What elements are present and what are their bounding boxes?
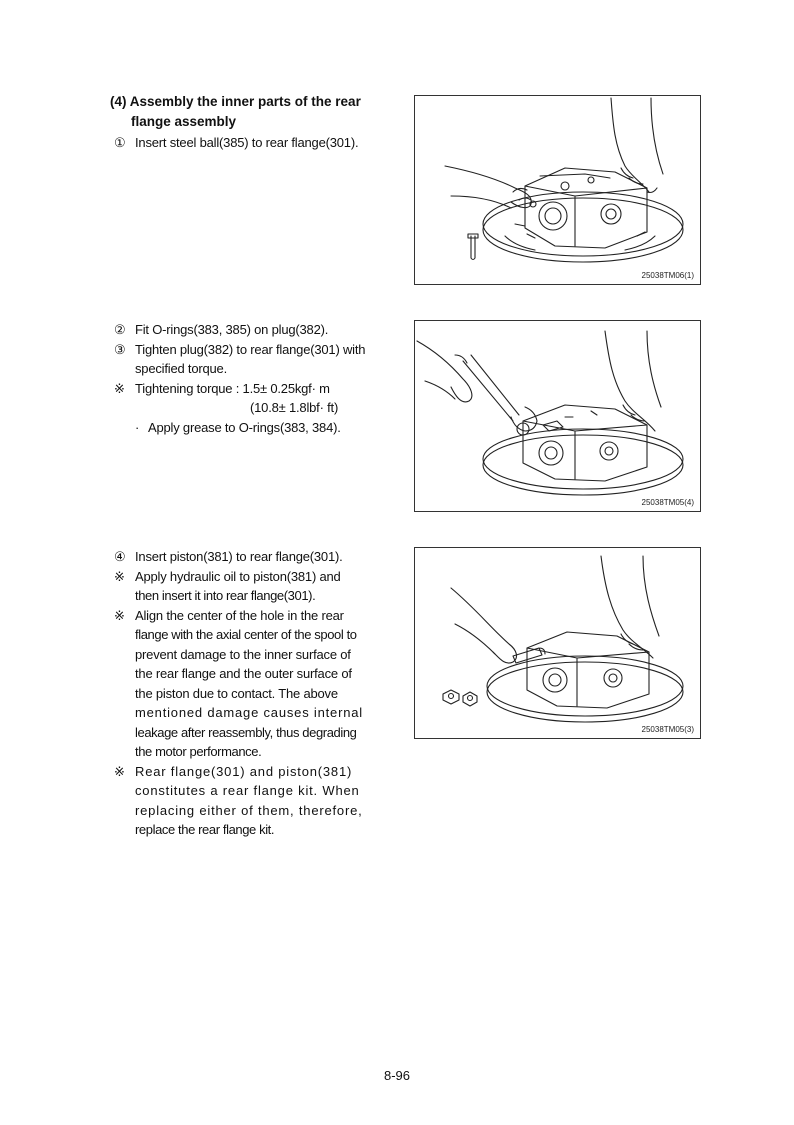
torque-note-marker: ※ [114, 380, 125, 396]
step-1-marker: ① [114, 135, 126, 150]
step-1-text: Insert steel ball(385) to rear flange(301). [135, 135, 359, 150]
step-2-text: Fit O-rings(383, 385) on plug(382). [135, 322, 329, 337]
grease-bullet-marker: · [135, 419, 140, 435]
step-3-line-2: specified torque. [135, 361, 227, 376]
figure-2-illustration [415, 321, 702, 513]
kit-note-line: replace the rear flange kit. [135, 822, 275, 837]
grease-bullet-text: Apply grease to O-rings(383, 384). [148, 419, 341, 435]
step-3-line-1: Tighten plug(382) to rear flange(301) with [135, 341, 366, 357]
step-4-text: Insert piston(381) to rear flange(301). [135, 549, 343, 564]
align-note-marker: ※ [114, 607, 125, 623]
section-heading [110, 92, 361, 132]
step-2-marker: ② [114, 322, 126, 337]
section-heading-line-1: (4) Assembly the inner parts of the rear [110, 94, 361, 109]
torque-note-line-1: Tightening torque : 1.5± 0.25kgf· m [135, 380, 330, 396]
figure-3-illustration [415, 548, 702, 740]
align-note-line: the piston due to contact. The above [135, 685, 338, 701]
align-note-line: the motor performance. [135, 744, 262, 759]
align-note-line: mentioned damage causes internal [135, 705, 363, 720]
torque-note-line-2: (10.8± 1.8lbf· ft) [250, 400, 339, 415]
hydraulic-oil-note-marker: ※ [114, 568, 125, 584]
step-1 [114, 133, 384, 153]
hydraulic-oil-note-line: then insert it into rear flange(301). [135, 588, 316, 603]
step-3-marker: ③ [114, 341, 126, 357]
kit-note-marker: ※ [114, 763, 125, 779]
align-note-line: the rear flange and the outer surface of [135, 666, 352, 681]
figure-3-caption: 25038TM05(3) [641, 725, 694, 734]
step-4-marker: ④ [114, 549, 126, 564]
kit-note-line: Rear flange(301) and piston(381) [135, 763, 353, 779]
figure-1-illustration [415, 96, 702, 286]
block-2 [114, 320, 384, 437]
align-note-line: prevent damage to the inner surface of [135, 646, 351, 662]
align-note-line: leakage after reassembly, thus degrading [135, 724, 357, 740]
section-heading-line-2: flange assembly [131, 114, 237, 129]
figure-1 [414, 95, 701, 285]
page-number: 8-96 [383, 1068, 411, 1083]
figure-3 [414, 547, 701, 739]
align-note-line: Align the center of the hole in the rear [135, 607, 344, 623]
block-3 [114, 547, 378, 840]
align-note-line: flange with the axial center of the spool to [135, 627, 357, 642]
kit-note-line: replacing either of them, therefore, [135, 802, 363, 818]
figure-1-caption: 25038TM06(1) [641, 271, 694, 280]
hydraulic-oil-note-line: Apply hydraulic oil to piston(381) and [135, 568, 341, 584]
kit-note-line: constitutes a rear flange kit. When [135, 783, 360, 798]
figure-2 [414, 320, 701, 512]
figure-2-caption: 25038TM05(4) [641, 498, 694, 507]
